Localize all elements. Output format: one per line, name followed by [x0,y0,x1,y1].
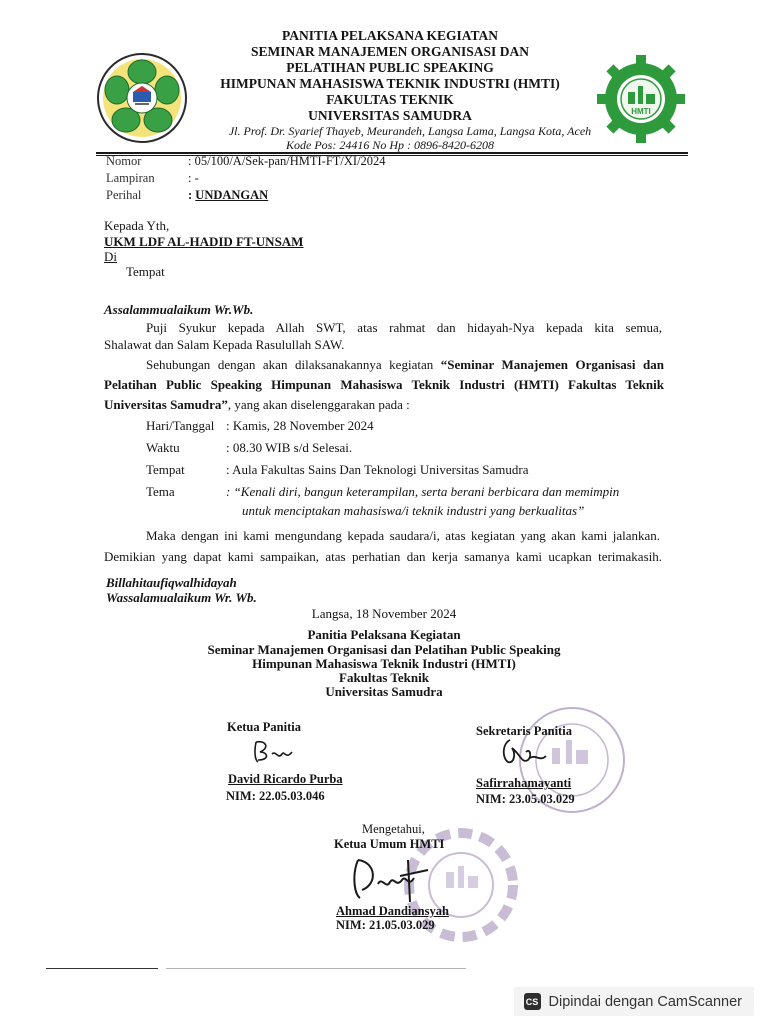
hari-value: : Kamis, 28 November 2024 [226,418,374,433]
tema-value-line-1: : “Kenali diri, bangun keterampilan, serta berani berbicara dan memimpin [226,484,620,499]
nomor-value: : 05/100/A/Sek-pan/HMTI-FT/XI/2024 [188,154,386,168]
letterhead-address-1: Jl. Prof. Dr. Syarief Thayeb, Meurandeh, Langsa Lama, Langsa Kota, Aceh [228,124,592,138]
sign-block-line-3: Himpunan Mahasiswa Teknik Industri (HMTI) [252,656,516,671]
paragraph-2-tail: , yang akan diselenggarakan pada : [227,397,410,412]
letterhead-line-4: HIMPUNAN MAHASISWA TEKNIK INDUSTRI (HMTI) [220,76,560,91]
place-date: Langsa, 18 November 2024 [311,606,457,621]
paragraph-2-line-2: Pelatihan Public Speaking Himpunan Mahasiswa Teknik Industri (HMTI) Fakultas Teknik [104,377,664,392]
paragraph-2-line-1 [146,357,664,373]
nomor-label: Nomor [106,154,142,168]
ketua-umum-title: Ketua Umum HMTI [334,837,445,851]
tempat-value: : Aula Fakultas Sains Dan Teknologi Universitas Samudra [226,462,529,477]
ketua-umum-nim: NIM: 21.05.03.029 [336,918,435,932]
university-logo [96,52,188,144]
paragraph-2-bold-3: Universitas Samudra” [104,397,228,412]
camscanner-icon: CS [524,993,541,1010]
greeting: Assalammualaikum Wr.Wb. [104,302,254,317]
recipient-tempat: Tempat [126,264,165,279]
hari-label: Hari/Tanggal [146,418,215,433]
perihal-label: Perihal [106,188,142,202]
closing-line-1: Maka dengan ini kami mengundang kepada saudara/i, atas kegiatan yang akan kami jalankan. [146,528,660,543]
footer-rule-right [166,968,466,969]
sign-block-line-5: Universitas Samudra [325,684,443,699]
letterhead-line-2: SEMINAR MANAJEMEN ORGANISASI DAN [251,44,529,59]
sekretaris-panitia-nim: NIM: 23.05.03.029 [476,792,575,806]
recipient-name: UKM LDF AL-HADID FT-UNSAM [104,234,304,249]
letterhead-line-1: PANITIA PELAKSANA KEGIATAN [281,28,499,43]
ketua-umum-name: Ahmad Dandiansyah [336,904,449,918]
letterhead-line-6: UNIVERSITAS SAMUDRA [308,108,472,123]
letterhead-line-5: FAKULTAS TEKNIK [326,92,454,107]
sign-block-line-1: Panitia Pelaksana Kegiatan [307,627,461,642]
mengetahui: Mengetahui, [362,822,425,836]
waktu-label: Waktu [146,440,180,455]
closing-line-2: Demikian yang dapat kami sampaikan, atas perhatian dan kerja samanya kami ucapkan terimakasih. [104,549,662,564]
camscanner-badge [514,987,754,1016]
paragraph-1-line-2: Shalawat dan Salam Kepada Rasulullah SAW. [104,337,345,352]
footer-rule-left [46,968,158,969]
recipient-di: Di [104,249,117,264]
sign-block-line-4: Fakultas Teknik [339,670,429,685]
paragraph-2-plain: Sehubungan dengan akan dilaksanakannya kegiatan [146,357,441,372]
letterhead-line-3: PELATIHAN PUBLIC SPEAKING [286,60,494,75]
paragraph-2-line-3 [104,397,410,413]
salam-2: Wassalamualaikum Wr. Wb. [106,590,257,605]
waktu-value: : 08.30 WIB s/d Selesai. [226,440,353,455]
tempat-label: Tempat [146,462,185,477]
ketua-umum-signature [348,854,440,906]
camscanner-label: Dipindai dengan CamScanner [548,993,742,1010]
hmti-logo-text: HMTI [631,107,651,116]
tema-value-line-2: untuk menciptakan mahasiswa/i teknik industri yang berkualitas” [242,503,585,518]
sign-block-line-2: Seminar Manajemen Organisasi dan Pelatihan Public Speaking [207,642,561,657]
perihal-value [188,188,268,203]
perihal-text: UNDANGAN [195,188,269,202]
tema-label: Tema [146,484,175,499]
salam-1: Billahitaufiqwalhidayah [106,575,237,590]
ketua-panitia-name: David Ricardo Purba [228,772,343,786]
ketua-signature [250,738,298,766]
sekretaris-panitia-name: Safirrahamayanti [476,776,572,790]
letterhead-address-2: Kode Pos: 24416 No Hp : 0896-8420-6208 [286,138,494,152]
sekretaris-signature [496,734,556,774]
letterhead-rule-thin [96,155,688,156]
ketua-panitia-title: Ketua Panitia [227,720,301,734]
sekretaris-panitia-title: Sekretaris Panitia [476,724,572,738]
lampiran-label: Lampiran [106,171,155,185]
ketua-panitia-nim: NIM: 22.05.03.046 [226,789,325,803]
paragraph-2-bold-1: “Seminar Manajemen Organisasi dan [440,357,664,372]
paragraph-1-line-1: Puji Syukur kepada Allah SWT, atas rahmat dan hidayah-Nya kepada kita semua, [146,320,662,335]
recipient-kepada: Kepada Yth, [104,218,170,233]
letterhead-rule-thick [96,152,688,154]
perihal-prefix: : [188,188,196,202]
lampiran-value: : - [188,171,199,185]
